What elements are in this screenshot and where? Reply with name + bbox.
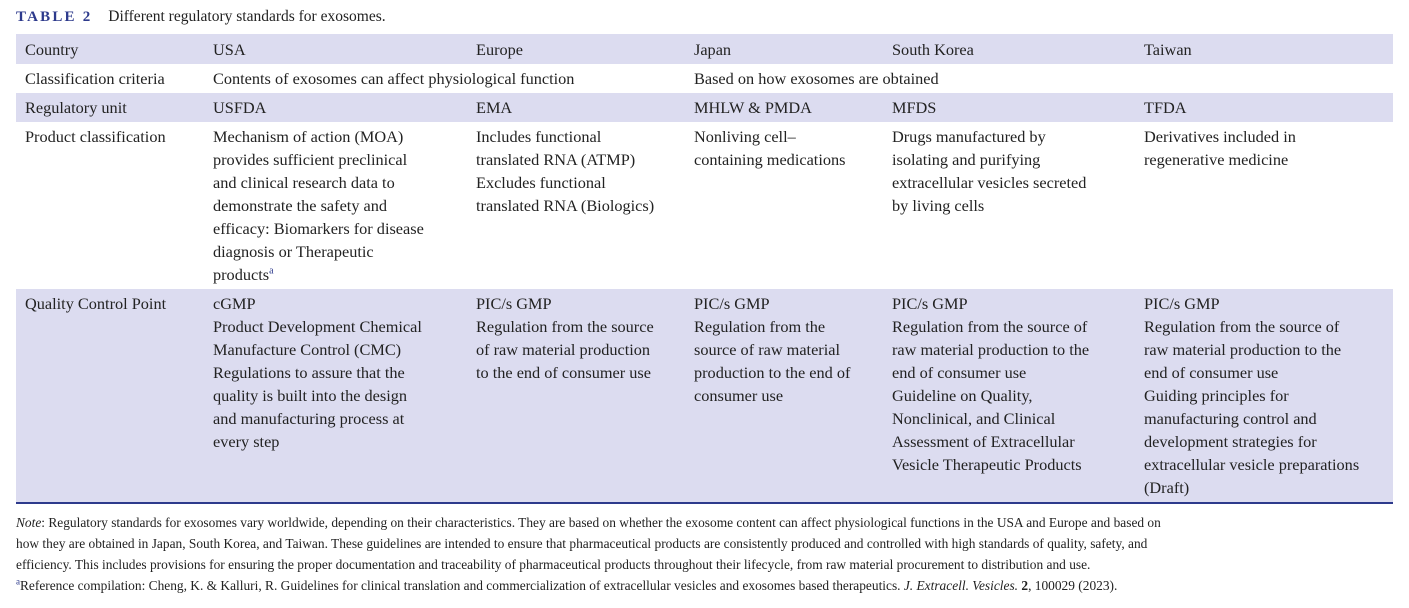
reference-line — [16, 575, 1396, 596]
footnote-marker: a — [16, 576, 20, 587]
cell-line: (Draft) — [1144, 478, 1190, 497]
cell-line: by living cells — [892, 196, 985, 215]
table-cell — [883, 122, 1135, 289]
table-caption — [16, 6, 1393, 34]
cell-line: Regulations to assure that the — [213, 363, 405, 382]
table-cell: USFDA — [204, 93, 467, 122]
cell-line: translated RNA (Biologics) — [476, 196, 655, 215]
note-line: efficiency. This includes provisions for ensuring the proper documentation and traceability of pharmaceutical products throughout their lifecycle, from raw material procurement to distribution and use. — [16, 557, 1091, 572]
reference-journal: J. Extracell. Vesicles. — [903, 578, 1019, 593]
table-cell — [204, 122, 467, 289]
cell-line: cGMP — [213, 294, 256, 313]
cell-line: of raw material production — [476, 340, 651, 359]
cell-line: Mechanism of action (MOA) — [213, 127, 404, 146]
row-label: Product classification — [25, 127, 166, 146]
table-cell — [204, 289, 467, 503]
cell-line: Product Development Chemical — [213, 317, 422, 336]
note-label: Note — [16, 515, 42, 530]
cell-line: Regulation from the source — [476, 317, 654, 336]
table-cell: EMA — [467, 93, 685, 122]
cell-line: every step — [213, 432, 280, 451]
cell-line: Nonliving cell– — [694, 127, 796, 146]
cell-line: Excludes functional — [476, 173, 606, 192]
table-cell — [467, 289, 685, 503]
cell-line: PIC/s GMP — [476, 294, 552, 313]
table-notes — [16, 512, 1396, 596]
header-cell: Europe — [467, 34, 685, 64]
footnote-marker[interactable]: a — [269, 265, 274, 277]
quality-row — [16, 289, 1393, 503]
header-row — [16, 34, 1393, 64]
cell-line: and clinical research data to — [213, 173, 395, 192]
cell-line: to the end of consumer use — [476, 363, 651, 382]
cell-line: Guideline on Quality, — [892, 386, 1033, 405]
cell-line: provides sufficient preclinical — [213, 150, 408, 169]
reference-text: Reference compilation: Cheng, K. & Kalluri, R. Guidelines for clinical translation and commercialization of extracellular vesicles and exosomes based therapeutics. — [20, 578, 904, 593]
cell-line: translated RNA (ATMP) — [476, 150, 636, 169]
caption-text: Different regulatory standards for exosomes. — [108, 8, 386, 25]
cell-line: Regulation from the source of — [1144, 317, 1340, 336]
cell-line: production to the end of — [694, 363, 851, 382]
row-label: Regulatory unit — [16, 93, 204, 122]
header-cell: USA — [204, 34, 467, 64]
cell-line: Drugs manufactured by — [892, 127, 1046, 146]
reference-tail: , 100029 (2023). — [1028, 578, 1118, 593]
reference-volume: 2 — [1021, 578, 1029, 593]
cell-line: Regulation from the — [694, 317, 826, 336]
cell-line: Derivatives included in — [1144, 127, 1296, 146]
table-cell: TFDA — [1135, 93, 1393, 122]
cell-line: raw material production to the — [1144, 340, 1342, 359]
table-cell — [685, 122, 883, 289]
row-label: Quality Control Point — [16, 289, 204, 503]
cell-line: consumer use — [694, 386, 784, 405]
table-cell — [467, 122, 685, 289]
cell-line: Manufacture Control (CMC) — [213, 340, 402, 359]
cell-line: end of consumer use — [892, 363, 1027, 382]
cell-line: PIC/s GMP — [694, 294, 770, 313]
cell-line: Guiding principles for — [1144, 386, 1289, 405]
cell-text: products — [213, 265, 270, 284]
cell-line — [213, 263, 463, 286]
cell-line: source of raw material — [694, 340, 841, 359]
cell-line: extracellular vesicles secreted — [892, 173, 1087, 192]
table-cell — [1135, 122, 1393, 289]
table-cell: Based on how exosomes are obtained — [694, 69, 939, 88]
header-cell: Taiwan — [1135, 34, 1393, 64]
cell-line: and manufacturing process at — [213, 409, 405, 428]
cell-line: development strategies for — [1144, 432, 1317, 451]
cell-line: end of consumer use — [1144, 363, 1279, 382]
cell-line: Assessment of Extracellular — [892, 432, 1075, 451]
table-cell — [685, 289, 883, 503]
note-text: : Regulatory standards for exosomes vary worldwide, depending on their characteristics. They are based on whether the exosome content can affect physiological functions in the USA and Europe and based on — [41, 515, 1161, 530]
cell-line: isolating and purifying — [892, 150, 1041, 169]
note-line — [16, 512, 1396, 533]
cell-line: containing medications — [694, 150, 846, 169]
cell-line: raw material production to the — [892, 340, 1090, 359]
regulatory-table — [16, 34, 1393, 504]
cell-line: Regulation from the source of — [892, 317, 1088, 336]
table-cell — [1135, 289, 1393, 503]
note-line: how they are obtained in Japan, South Korea, and Taiwan. These guidelines are intended to ensure that pharmaceutical products are consistently produced and controlled with high standards of quality, safety, and — [16, 536, 1148, 551]
header-cell: Country — [16, 34, 204, 64]
table-cell: MHLW & PMDA — [685, 93, 883, 122]
header-cell: Japan — [685, 34, 883, 64]
cell-line: demonstrate the safety and — [213, 196, 388, 215]
caption-label: TABLE 2 — [16, 9, 93, 25]
cell-line: regenerative medicine — [1144, 150, 1289, 169]
classification-row — [16, 64, 1393, 93]
cell-line: Includes functional — [476, 127, 602, 146]
cell-line: diagnosis or Therapeutic — [213, 242, 374, 261]
cell-line: extracellular vesicle preparations — [1144, 455, 1360, 474]
cell-line: Vesicle Therapeutic Products — [892, 455, 1082, 474]
row-label: Classification criteria — [25, 69, 165, 88]
cell-line: Nonclinical, and Clinical — [892, 409, 1056, 428]
regulatory-row — [16, 93, 1393, 122]
table-cell — [883, 289, 1135, 503]
product-row — [16, 122, 1393, 289]
cell-line: manufacturing control and — [1144, 409, 1317, 428]
header-cell: South Korea — [883, 34, 1135, 64]
cell-line: quality is built into the design — [213, 386, 408, 405]
cell-line: PIC/s GMP — [1144, 294, 1220, 313]
table-cell: Contents of exosomes can affect physiological function — [213, 69, 575, 88]
cell-line: efficacy: Biomarkers for disease — [213, 219, 424, 238]
cell-line: PIC/s GMP — [892, 294, 968, 313]
table-cell: MFDS — [883, 93, 1135, 122]
